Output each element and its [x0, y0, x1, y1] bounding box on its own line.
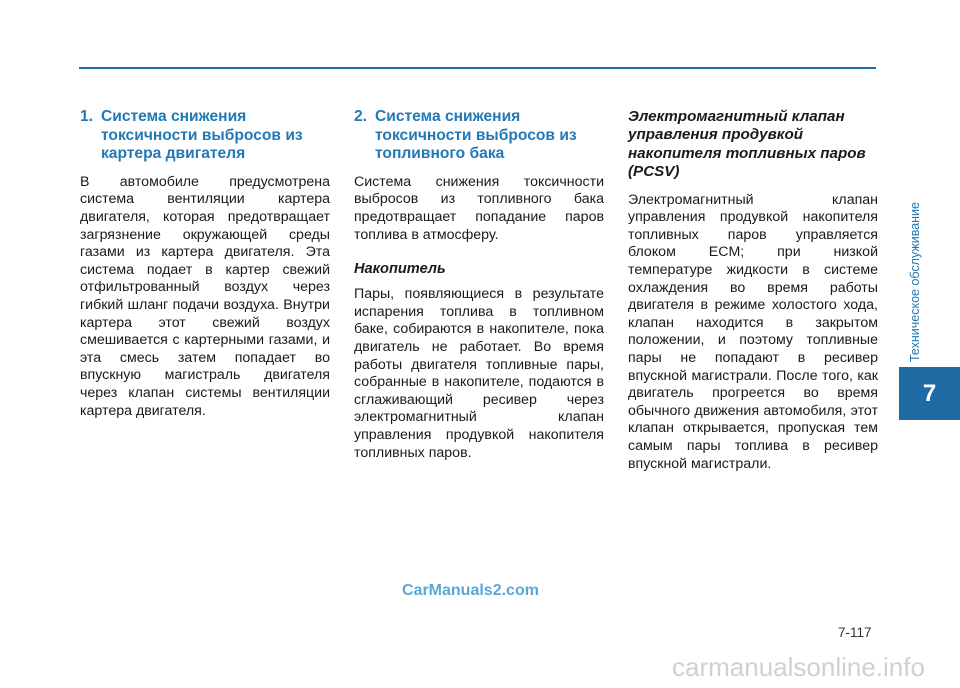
top-rule	[79, 67, 876, 69]
subheading-canister: Накопитель	[354, 261, 446, 278]
column-3	[628, 108, 878, 473]
watermark-carmanuals[interactable]: CarManuals2.com	[402, 582, 539, 599]
watermark-online: carmanualsonline.info	[672, 652, 925, 682]
section-1-title	[80, 108, 330, 164]
section-2-number: 2.	[354, 108, 368, 125]
section-2-title-text: Система снижения токсичности выбросов из топливного бака	[375, 108, 577, 163]
chapter-tab: 7	[899, 367, 960, 420]
section-1-title-text: Система снижения токсичности выбросов из картера двигателя	[101, 108, 303, 163]
section-2-title	[354, 108, 604, 164]
column-1	[80, 108, 330, 420]
pcsv-heading: Электромагнитный клапан управления продувкой накопителя топливных паров (PCSV)	[628, 108, 866, 181]
section-1-number: 1.	[80, 108, 94, 125]
section-1-paragraph: В автомобиле предусмотрена система вентиляции картера двигателя, которая предотвращает загрязнение окружающей среды газами из картера двигателя. Эта система подает в картер свежий отфильтрованный воздух через гибкий шланг подачи воздуха. Внутри картера этот свежий воздух смешивается с картерными газами, и эта смесь затем попадает во впускную магистраль двигателя через клапан системы вентиляции картера двигателя.	[80, 173, 330, 419]
section-2-paragraph: Система снижения токсичности выбросов из топливного бака предотвращает попадание паров топлива в атмосферу.	[354, 173, 604, 243]
pcsv-paragraph: Электромагнитный клапан управления продувкой накопителя топливных паров управляется блоком ECM; при низкой температуре жидкости в системе охлаждения во время работы двигателя в режиме холостого хода, клапан находится в закрытом положении, и поэтому топливные пары не попадают в ресивер впускной магистрали. После того, как двигатель прогреется во время обычного движения автомобиля, этот клапан открывается, пропуская тем самым пары топлива в ресивер впускной магистрали.	[628, 191, 878, 472]
canister-paragraph: Пары, появляющиеся в результате испарения топлива в топливном баке, собираются в накопителе, пока двигатель не работает. Во время работы двигателя топливные пары, собранные в накопителе, подаются в сглаживающий ресивер через электромагнитный клапан управления продувкой накопителя топливных паров.	[354, 286, 604, 461]
page-number: 7-117	[838, 625, 872, 640]
sidebar-section-label: Техническое обслуживание	[908, 202, 922, 362]
column-2	[354, 108, 604, 462]
